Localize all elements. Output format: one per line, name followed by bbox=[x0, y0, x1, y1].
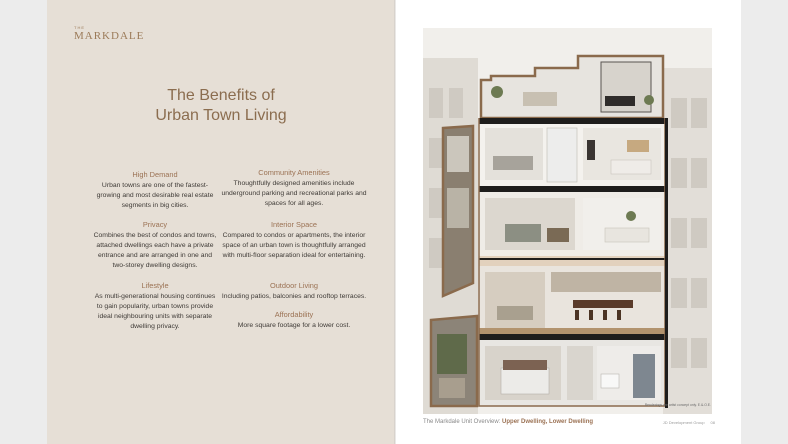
benefit-heading: Privacy bbox=[142, 220, 168, 229]
benefit-privacy bbox=[93, 220, 217, 271]
benefit-text: As multi-generational housing continues to gain popularity, urban towns provide ideal neighbouring units with separate dwelling privacy. bbox=[94, 293, 216, 330]
benefit-heading: Lifestyle bbox=[141, 281, 169, 290]
benefit-outdoor-living bbox=[221, 281, 367, 302]
page-footer bbox=[657, 420, 715, 425]
benefit-heading: Community Amenities bbox=[258, 168, 330, 177]
benefit-heading: Affordability bbox=[274, 310, 314, 319]
benefit-heading: Outdoor Living bbox=[269, 281, 319, 290]
page-number: 08 bbox=[710, 420, 715, 425]
rendering-disclaimer: Renderings are artist concept only. E.&.O.E. bbox=[644, 403, 711, 407]
benefit-text: Urban towns are one of the fastest-growing and most desirable real estate segments in big cities. bbox=[96, 182, 214, 209]
caption-bold: Upper Dwelling, Lower Dwelling bbox=[502, 419, 594, 425]
right-page bbox=[396, 0, 741, 444]
title-line-1: The Benefits of bbox=[167, 87, 275, 104]
left-page bbox=[47, 0, 395, 444]
benefit-text: More square footage for a lower cost. bbox=[237, 322, 351, 329]
unit-cutaway-illustration bbox=[423, 28, 712, 414]
benefit-affordability bbox=[221, 310, 367, 331]
benefit-heading: High Demand bbox=[132, 170, 178, 179]
brand-logo bbox=[74, 25, 144, 42]
benefit-heading: Interior Space bbox=[270, 220, 317, 229]
page-title bbox=[47, 86, 395, 126]
title-line-2: Urban Town Living bbox=[155, 107, 287, 124]
caption-prefix: The Markdale Unit Overview: bbox=[423, 419, 503, 425]
benefit-high-demand bbox=[93, 170, 217, 211]
benefit-text: Compared to condos or apartments, the interior space of an urban town is thoughtfully arranged with multi-floor separation ideal for entertaining. bbox=[222, 232, 366, 259]
benefit-text: Combines the best of condos and towns, attached dwellings each have a private entrance and are arranged in one and two-storey dwelling designs. bbox=[93, 232, 217, 269]
brand-name: MARKDALE bbox=[74, 30, 145, 42]
benefit-community-amenities bbox=[221, 168, 367, 209]
illustration-caption bbox=[423, 419, 593, 425]
benefit-lifestyle bbox=[93, 281, 217, 332]
company-name: JD Development Group bbox=[662, 420, 705, 425]
benefit-text: Thoughtfully designed amenities include underground parking and recreational parks and spaces for all ages. bbox=[221, 180, 367, 207]
brand-prefix: THE bbox=[74, 25, 85, 30]
benefit-text: Including patios, balconies and rooftop terraces. bbox=[221, 293, 367, 300]
benefit-interior-space bbox=[221, 220, 367, 261]
